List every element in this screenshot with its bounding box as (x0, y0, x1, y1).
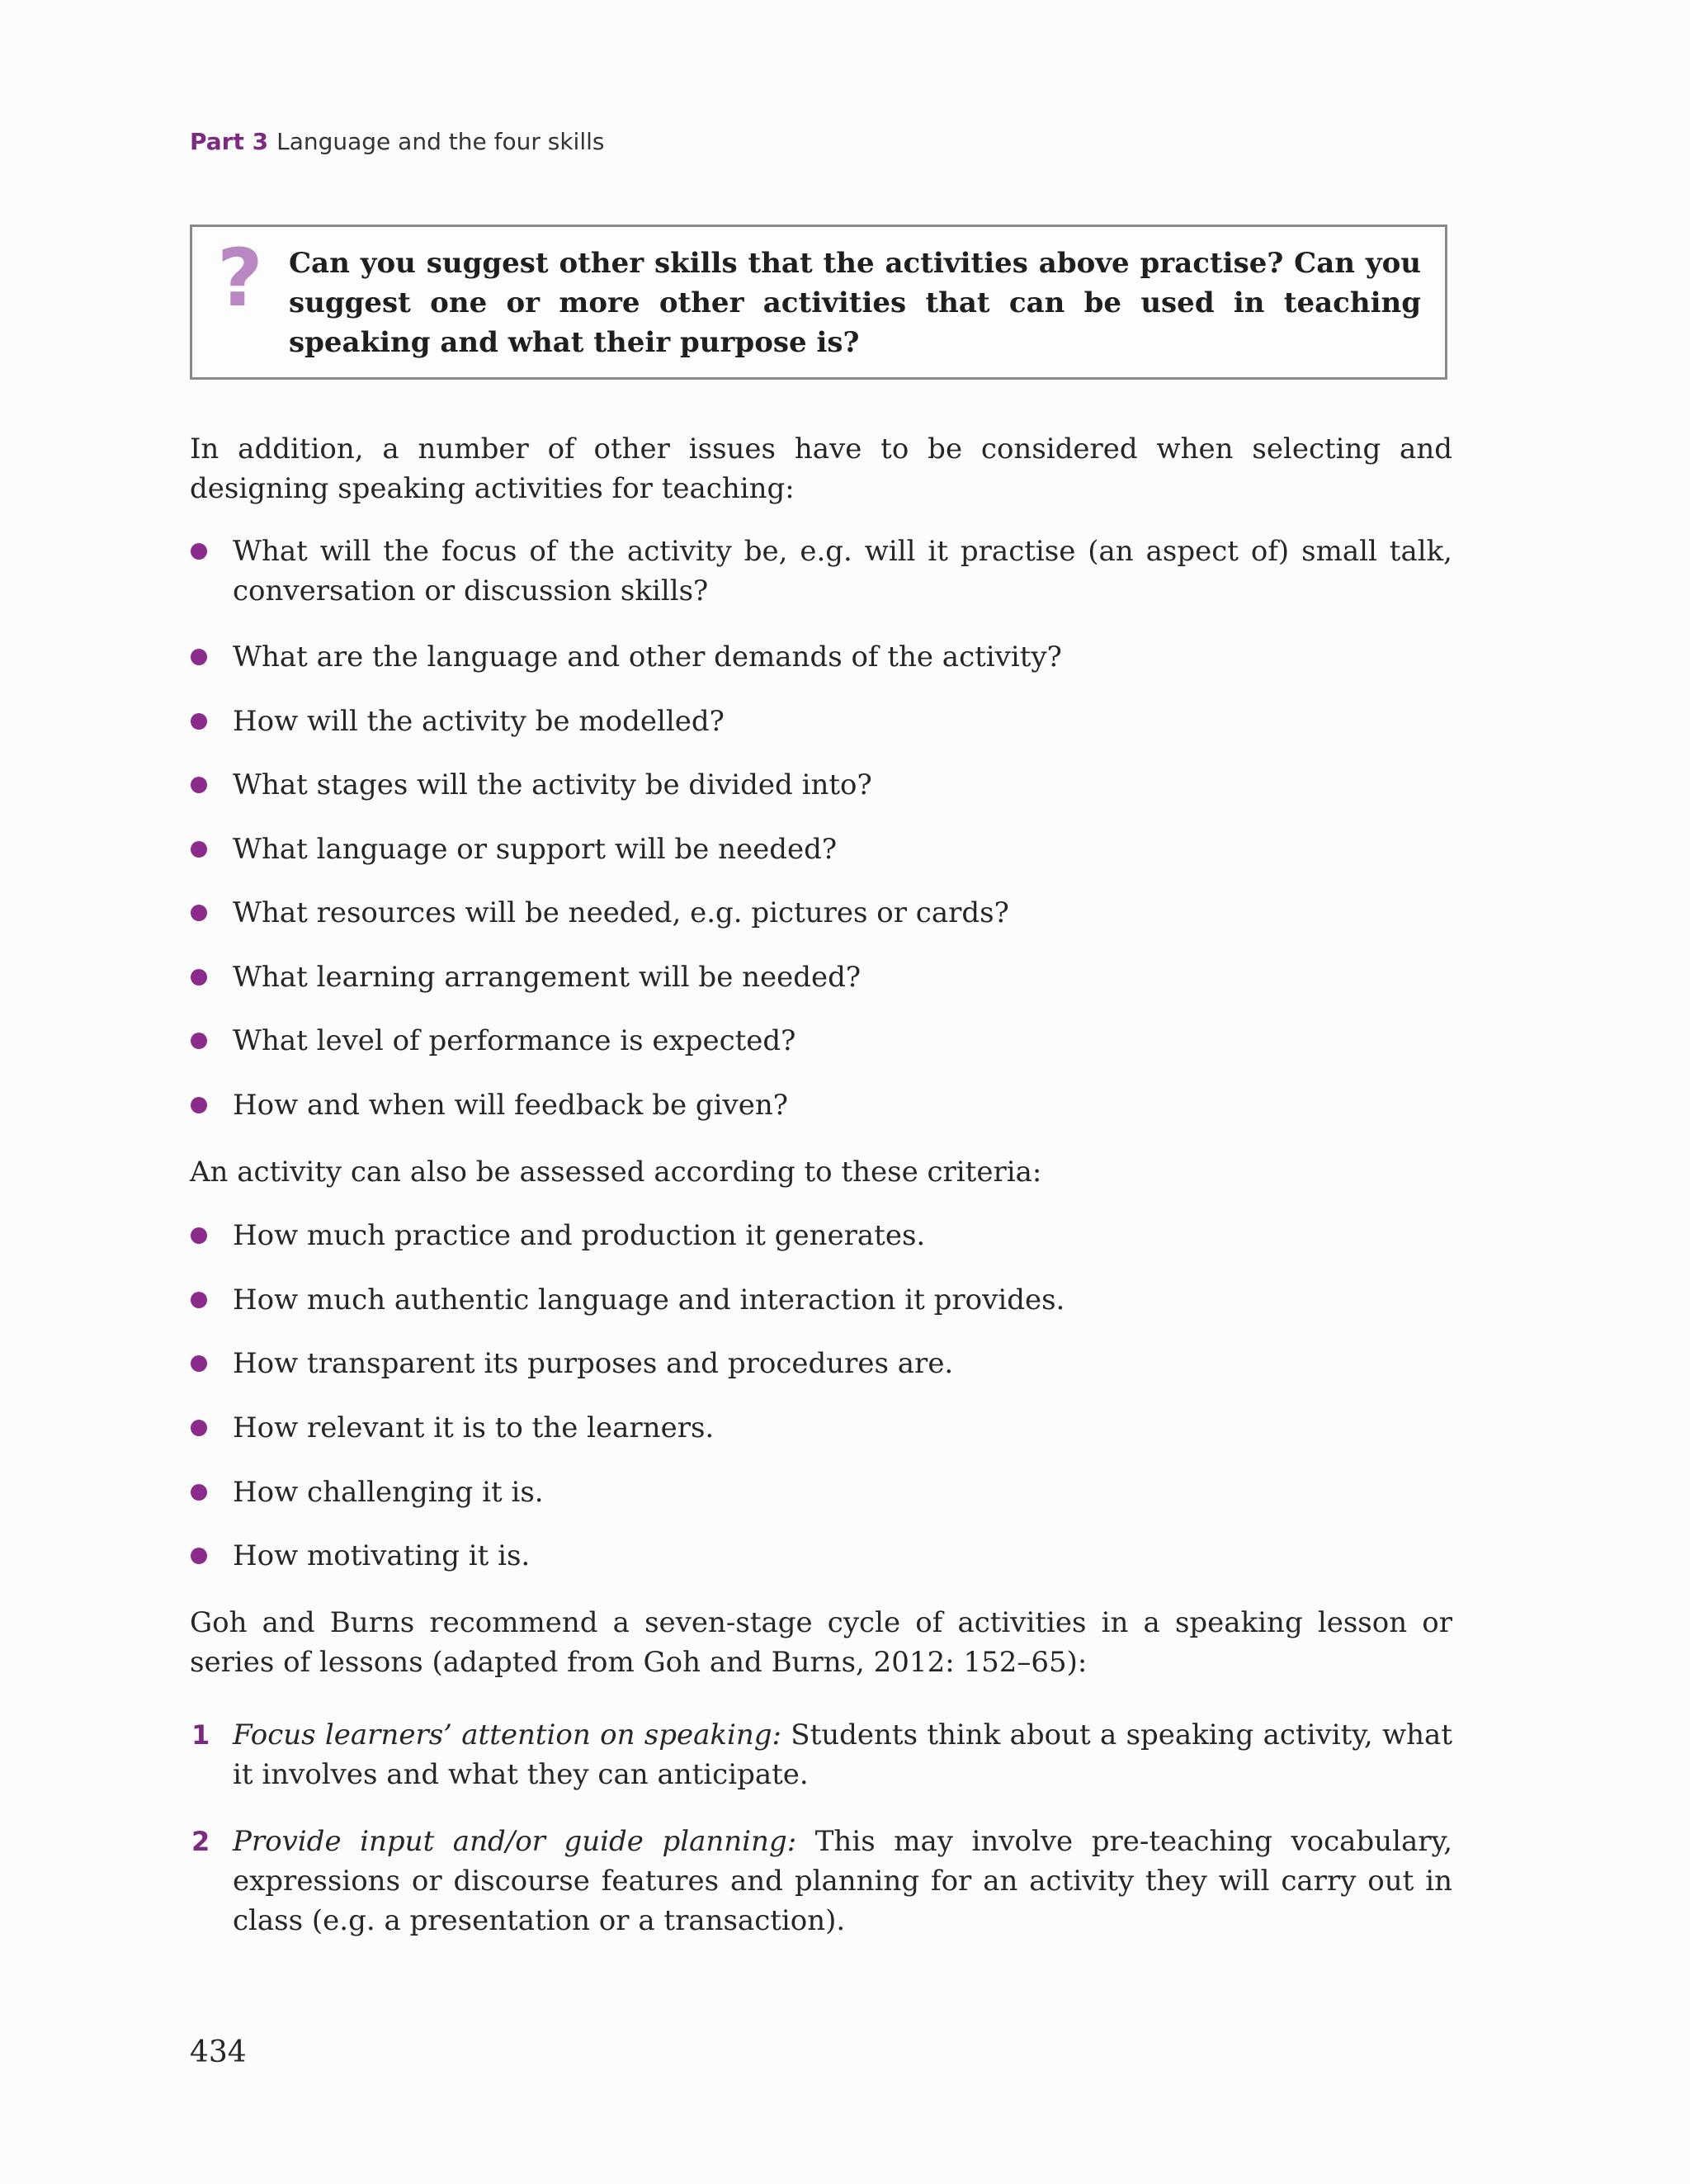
bullet-icon (191, 1355, 207, 1372)
stage-text: This may involve pre-teaching vocabulary, expressions or discourse features and planning for an activity they will carry out in class (e.g. a presentation or a transaction). (233, 1825, 1452, 1937)
part-label: Part 3 (190, 128, 269, 155)
bullet-icon (191, 713, 207, 730)
list-item-text: How challenging it is. (233, 1476, 544, 1509)
page-number: 434 (190, 2035, 247, 2069)
bullet-icon (191, 1227, 207, 1244)
running-head (190, 128, 604, 155)
criteria-intro: An activity can also be assessed according to these criteria: (190, 1156, 1042, 1189)
list-item-text: What will the focus of the activity be, e.g. will it practise (an aspect of) small talk, conversation or discussion skills? (233, 535, 1452, 607)
list-item-text: How and when will feedback be given? (233, 1089, 788, 1122)
stage-title: Provide input and/or guide planning: (233, 1825, 797, 1858)
list-item-text: How transparent its purposes and procedures are. (233, 1347, 954, 1380)
list-item-text: What level of performance is expected? (233, 1024, 796, 1057)
list-item-text: What learning arrangement will be needed? (233, 961, 862, 994)
stage-number: 1 (191, 1719, 210, 1751)
list-item-text: How relevant it is to the learners. (233, 1411, 715, 1444)
bullet-icon (191, 543, 207, 560)
list-item-text: How motivating it is. (233, 1539, 531, 1572)
bullet-icon (191, 777, 207, 793)
bullet-icon (191, 1420, 207, 1436)
bullet-icon (191, 1548, 207, 1564)
list-item-text: How much authentic language and interaction it provides. (233, 1283, 1065, 1317)
bullet-icon (191, 1097, 207, 1113)
list-item-text: How much practice and production it generates. (233, 1219, 926, 1252)
stage-number: 2 (191, 1826, 210, 1857)
bullet-icon (191, 905, 207, 921)
list-item-text: How will the activity be modelled? (233, 705, 725, 738)
list-item-text: What language or support will be needed? (233, 833, 838, 866)
bullet-icon (191, 1484, 207, 1501)
bullet-icon (191, 1033, 207, 1049)
stage-text: Students think about a speaking activity, what it involves and what they can anticipate. (233, 1718, 1452, 1791)
question-box (190, 225, 1447, 380)
intro-paragraph: In addition, a number of other issues have to be considered when selecting and designing speaking activities for teaching: (190, 433, 1452, 505)
question-mark-icon: ? (217, 232, 263, 324)
list-item-text: What are the language and other demands of the activity? (233, 641, 1062, 674)
bullet-icon (191, 969, 207, 986)
stage-title: Focus learners’ attention on speaking: (233, 1718, 781, 1751)
section-title: Language and the four skills (276, 128, 605, 155)
bullet-icon (191, 649, 207, 665)
bullet-icon (191, 841, 207, 858)
bullet-icon (191, 1292, 207, 1308)
cycle-intro: Goh and Burns recommend a seven-stage cycle of activities in a speaking lesson or series of lessons (adapted from Goh and Burns, 2012: 152–65): (190, 1606, 1452, 1679)
list-item-text: What resources will be needed, e.g. pictures or cards? (233, 896, 1009, 929)
question-text: Can you suggest other skills that the activities above practise? Can you suggest one or more other activities that can be used in teaching speaking and what their purpose is? (289, 247, 1421, 359)
list-item-text: What stages will the activity be divided into? (233, 768, 872, 801)
